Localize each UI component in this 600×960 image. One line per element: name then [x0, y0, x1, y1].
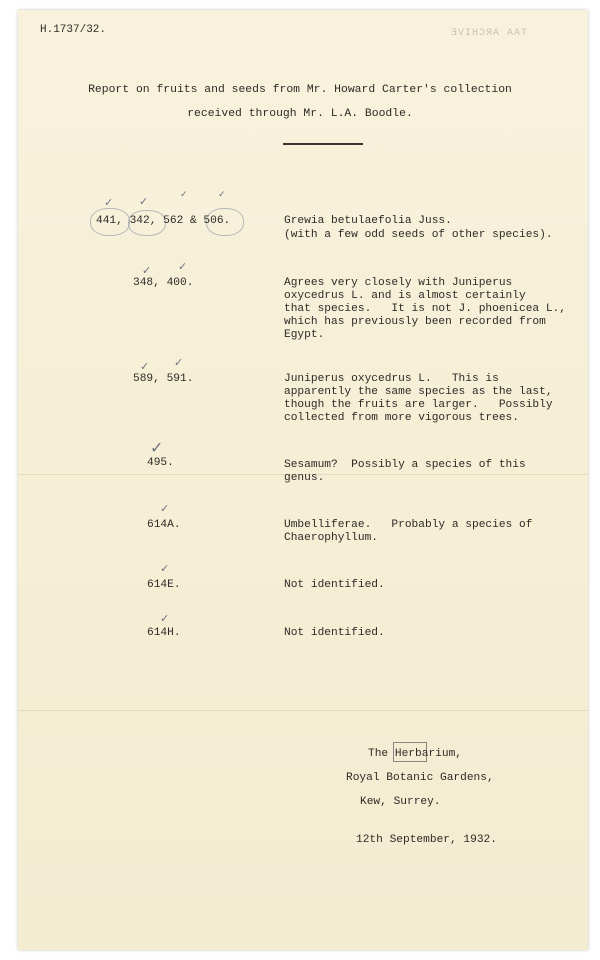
specimen-description-line: which has previously been recorded from [284, 316, 546, 328]
signature-date: 12th September, 1932. [356, 834, 497, 846]
specimen-description-line: Grewia betulaefolia Juss. [284, 215, 452, 227]
title-rule [283, 143, 363, 145]
specimen-numbers: 495. [147, 457, 174, 469]
signature-line-2: Royal Botanic Gardens, [346, 772, 494, 784]
specimen-description-line: (with a few odd seeds of other species). [284, 229, 553, 241]
specimen-description-line: Sesamum? Possibly a species of this [284, 459, 526, 471]
tick-mark: ✓ [174, 356, 184, 369]
tick-mark: ✓ [140, 360, 150, 373]
specimen-description-line: genus. [284, 472, 325, 484]
specimen-description-line: that species. It is not J. phoenicea L., [284, 303, 566, 315]
tick-mark: ✓ [160, 612, 170, 625]
title-line-1: Report on fruits and seeds from Mr. Howard Carter's collection [88, 84, 512, 96]
specimen-description-line: Agrees very closely with Juniperus [284, 277, 513, 289]
tick-mark: ✓ [139, 195, 149, 208]
specimen-description-line: Umbelliferae. Probably a species of [284, 519, 533, 531]
specimen-description-line: Chaerophyllum. [284, 532, 378, 544]
specimen-description-line: Not identified. [284, 579, 385, 591]
tick-mark: ✓ [218, 190, 226, 200]
tick-mark: ✓ [104, 196, 114, 209]
specimen-numbers: 441, 342, 562 & 506. [96, 215, 231, 227]
title-line-2: received through Mr. L.A. Boodle. [187, 108, 413, 120]
reference-number: H.1737/32. [40, 24, 107, 36]
fold-line [18, 710, 588, 711]
archive-stamp: TAA ARCHIVE [450, 28, 528, 39]
signature-line-3: Kew, Surrey. [360, 796, 441, 808]
specimen-description-line: Juniperus oxycedrus L. This is [284, 373, 499, 385]
tick-mark: ✓ [160, 502, 170, 515]
specimen-numbers: 348, 400. [133, 277, 194, 289]
tick-mark: ✓ [150, 438, 164, 457]
tick-mark: ✓ [178, 260, 188, 273]
tick-mark: ✓ [160, 562, 170, 575]
specimen-numbers: 614H. [147, 627, 181, 639]
specimen-description-line: though the fruits are larger. Possibly [284, 399, 553, 411]
tick-mark: ✓ [142, 264, 152, 277]
specimen-description-line: Not identified. [284, 627, 385, 639]
specimen-numbers: 614E. [147, 579, 181, 591]
specimen-description-line: apparently the same species as the last, [284, 386, 553, 398]
specimen-description-line: collected from more vigorous trees. [284, 412, 519, 424]
specimen-description-line: Egypt. [284, 329, 325, 341]
specimen-numbers: 589, 591. [133, 373, 194, 385]
signature-line-1: The Herbarium, [368, 748, 462, 760]
specimen-description-line: oxycedrus L. and is almost certainly [284, 290, 526, 302]
tick-mark: ✓ [180, 190, 188, 200]
specimen-numbers: 614A. [147, 519, 181, 531]
